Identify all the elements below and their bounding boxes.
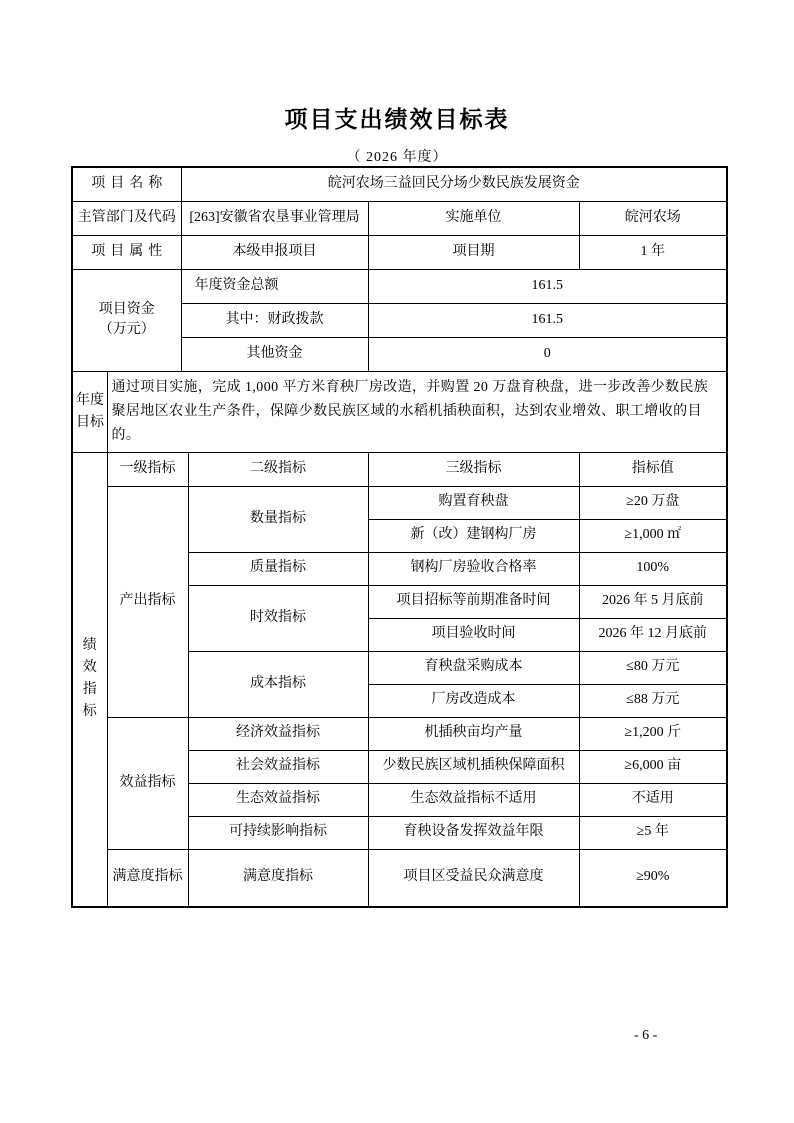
table-row (72, 167, 727, 201)
table-row (72, 486, 727, 519)
annual-goal-label: 年度目标 (72, 371, 107, 452)
indicator-name: 育秧设备发挥效益年限 (368, 816, 579, 849)
level2-sustain: 可持续影响指标 (188, 816, 368, 849)
indicator-target: ≥1,000 ㎡ (579, 519, 727, 552)
table-row (72, 452, 727, 486)
header-level2: 二级指标 (188, 452, 368, 486)
fund-fiscal-value: 161.5 (368, 303, 727, 337)
page-title: 项目支出绩效目标表 (284, 106, 510, 132)
level2-economic: 经济效益指标 (188, 717, 368, 750)
indicator-name: 生态效益指标不适用 (368, 783, 579, 816)
indicator-target: ≥20 万盘 (579, 486, 727, 519)
level2-quality: 质量指标 (188, 552, 368, 585)
level1-benefit: 效益指标 (107, 717, 188, 849)
indicator-name: 少数民族区域机插秧保障面积 (368, 750, 579, 783)
level1-satisfaction: 满意度指标 (107, 849, 188, 907)
indicator-name: 育秧盘采购成本 (368, 651, 579, 684)
header-level3: 三级指标 (368, 452, 579, 486)
fund-other-label: 其他资金 (181, 337, 368, 371)
indicator-target: ≤88 万元 (579, 684, 727, 717)
table-row (72, 269, 727, 303)
table-row (72, 371, 727, 452)
indicator-target: 100% (579, 552, 727, 585)
indicator-name: 厂房改造成本 (368, 684, 579, 717)
fund-fiscal-label: 其中：财政拨款 (181, 303, 368, 337)
fund-total-label: 年度资金总额 (181, 269, 368, 303)
indicator-name: 新（改）建钢构厂房 (368, 519, 579, 552)
indicator-target: 2026 年 5 月底前 (579, 585, 727, 618)
fund-other-value: 0 (368, 337, 727, 371)
level2-cost: 成本指标 (188, 651, 368, 717)
performance-target-table (71, 166, 728, 908)
project-name-label: 项目名称 (72, 167, 181, 201)
page-subtitle: （ 2026 年度） (346, 150, 448, 165)
dept-value: [263]安徽省农垦事业管理局 (181, 201, 368, 235)
indicator-target: ≤80 万元 (579, 651, 727, 684)
indicator-name: 钢构厂房验收合格率 (368, 552, 579, 585)
fund-label (72, 269, 181, 371)
indicator-target: 2026 年 12 月底前 (579, 618, 727, 651)
level1-output: 产出指标 (107, 486, 188, 717)
impl-unit-value: 皖河农场 (579, 201, 727, 235)
table-row (72, 201, 727, 235)
table-row (72, 849, 727, 907)
indicators-side-label: 绩效指标 (72, 452, 107, 907)
indicator-name: 购置育秧盘 (368, 486, 579, 519)
indicator-name: 项目区受益民众满意度 (368, 849, 579, 907)
fund-label-line1: 项目资金 (98, 302, 155, 317)
attr-value: 本级申报项目 (181, 235, 368, 269)
indicator-name: 机插秧亩均产量 (368, 717, 579, 750)
indicator-target: 不适用 (579, 783, 727, 816)
fund-total-value: 161.5 (368, 269, 727, 303)
table-row (72, 717, 727, 750)
header-level1: 一级指标 (107, 452, 188, 486)
indicator-target: ≥6,000 亩 (579, 750, 727, 783)
page-number: - 6 - (634, 1028, 658, 1043)
level2-social: 社会效益指标 (188, 750, 368, 783)
annual-goal-text: 通过项目实施，完成 1,000 平方米育秧厂房改造，并购置 20 万盘育秧盘，进一步改善少数民族聚居地区农业生产条件，保障少数民族区域的水稻机插秧面积，达到农业增效、职工增收的目的。 (107, 371, 727, 452)
level2-satisfaction: 满意度指标 (188, 849, 368, 907)
header-target: 指标值 (579, 452, 727, 486)
indicator-name: 项目招标等前期准备时间 (368, 585, 579, 618)
level2-quantity: 数量指标 (188, 486, 368, 552)
attr-label: 项目属性 (72, 235, 181, 269)
level2-time: 时效指标 (188, 585, 368, 651)
indicator-target: ≥90% (579, 849, 727, 907)
dept-label: 主管部门及代码 (72, 201, 181, 235)
fund-label-line2: （万元） (98, 322, 155, 337)
impl-unit-label: 实施单位 (368, 201, 579, 235)
project-name-value: 皖河农场三益回民分场少数民族发展资金 (181, 167, 727, 201)
level2-eco: 生态效益指标 (188, 783, 368, 816)
indicator-target: ≥5 年 (579, 816, 727, 849)
indicator-name: 项目验收时间 (368, 618, 579, 651)
table-row (72, 235, 727, 269)
indicator-target: ≥1,200 斤 (579, 717, 727, 750)
period-value: 1 年 (579, 235, 727, 269)
period-label: 项目期 (368, 235, 579, 269)
